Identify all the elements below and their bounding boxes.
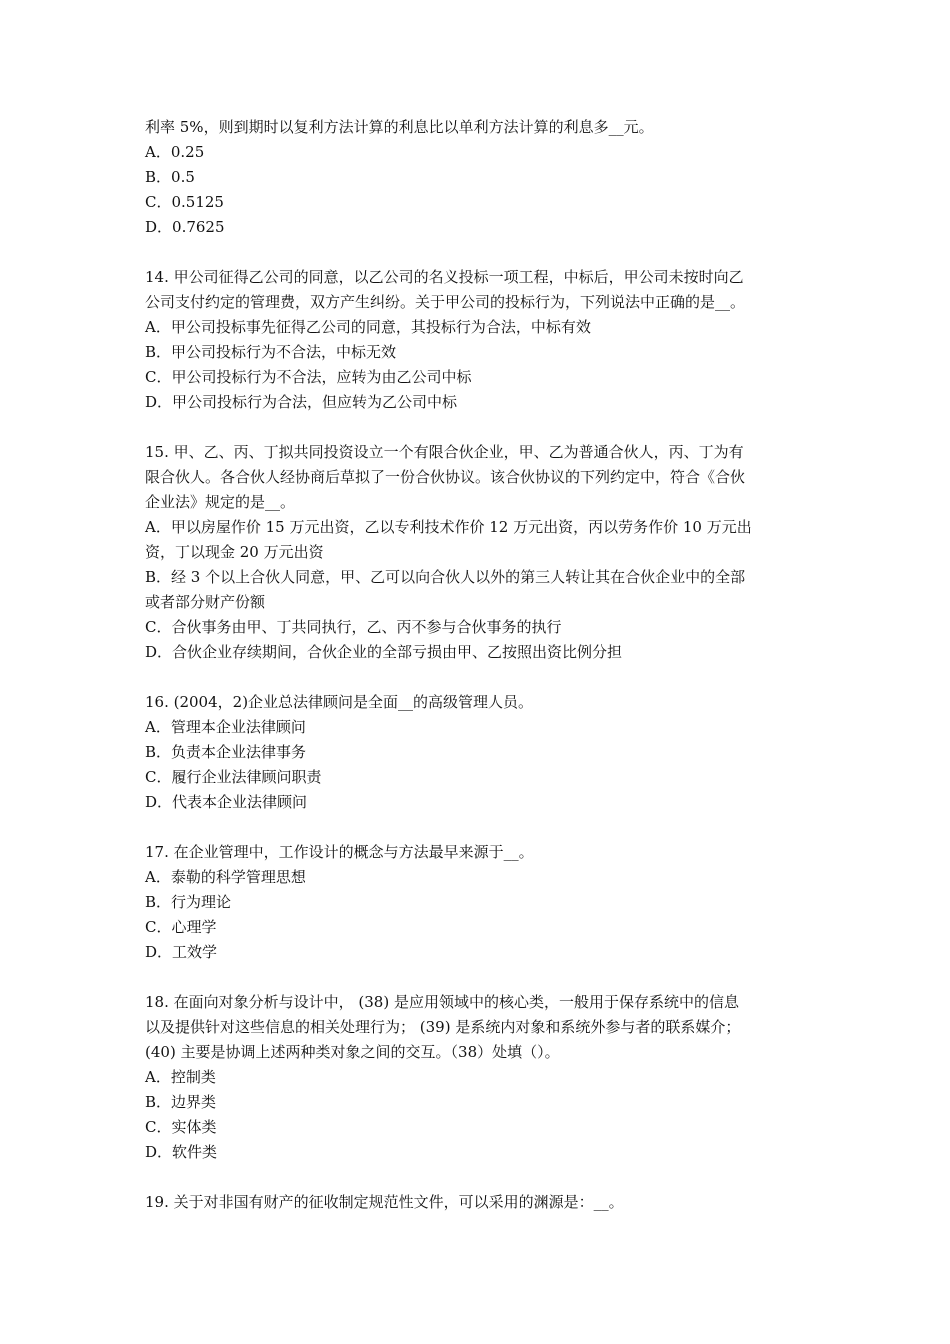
- option-a: A．管理本企业法律顾问: [145, 718, 306, 736]
- question-stem: (40) 主要是协调上述两种类对象之间的交互。（38）处填（）。: [145, 1043, 560, 1061]
- option-c: C．履行企业法律顾问职责: [145, 768, 322, 786]
- option-b: B．0.5: [145, 168, 195, 186]
- option-d: D．合伙企业存续期间，合伙企业的全部亏损由甲、乙按照出资比例分担: [145, 643, 623, 661]
- question-14: [145, 265, 810, 415]
- option-b-continued: 或者部分财产份额: [145, 593, 266, 611]
- question-stem: 企业法》规定的是__。: [145, 493, 296, 511]
- option-c: C．0.5125: [145, 193, 224, 211]
- question-stem: 以及提供针对这些信息的相关处理行为； (39) 是系统内对象和系统外参与者的联系媒介；: [145, 1018, 741, 1036]
- question-17: [145, 840, 810, 965]
- question-stem: 限合伙人。各合伙人经协商后草拟了一份合伙协议。该合伙协议的下列约定中，符合《合伙: [145, 468, 746, 486]
- option-a: A．泰勒的科学管理思想: [145, 868, 306, 886]
- option-c: C．心理学: [145, 918, 217, 936]
- question-stem: 14. 甲公司征得乙公司的同意，以乙公司的名义投标一项工程，中标后，甲公司未按时向乙: [145, 268, 744, 286]
- option-b: B．负责本企业法律事务: [145, 743, 307, 761]
- question-stem: 18. 在面向对象分析与设计中， (38) 是应用领域中的核心类，一般用于保存系统中的信息: [145, 993, 739, 1011]
- option-b: B．行为理论: [145, 893, 232, 911]
- option-a: A．甲公司投标事先征得乙公司的同意，其投标行为合法，中标有效: [145, 318, 591, 336]
- option-d: D．工效学: [145, 943, 218, 961]
- option-d: D．代表本企业法律顾问: [145, 793, 308, 811]
- question-15: [145, 440, 810, 665]
- option-d: D．0.7625: [145, 218, 225, 236]
- option-a-continued: 资，丁以现金 20 万元出资: [145, 543, 324, 561]
- option-d: D．软件类: [145, 1143, 218, 1161]
- option-a: A．控制类: [145, 1068, 216, 1086]
- question-stem: 利率 5%，则到期时以复利方法计算的利息比以单利方法计算的利息多__元。: [145, 118, 654, 136]
- option-b: B．甲公司投标行为不合法，中标无效: [145, 343, 397, 361]
- option-c: C．甲公司投标行为不合法，应转为由乙公司中标: [145, 368, 472, 386]
- option-b: B．经 3 个以上合伙人同意，甲、乙可以向合伙人以外的第三人转让其在合伙企业中的全部: [145, 568, 746, 586]
- option-c: C．实体类: [145, 1118, 217, 1136]
- question-13: [145, 115, 810, 240]
- question-stem: 17. 在企业管理中，工作设计的概念与方法最早来源于__。: [145, 843, 534, 861]
- document-page: [145, 115, 810, 1240]
- option-a: A．甲以房屋作价 15 万元出资，乙以专利技术作价 12 万元出资，丙以劳务作价 10 万元出: [145, 518, 752, 536]
- question-stem: 19. 关于对非国有财产的征收制定规范性文件，可以采用的渊源是：__。: [145, 1193, 624, 1211]
- option-b: B．边界类: [145, 1093, 217, 1111]
- option-d: D．甲公司投标行为合法，但应转为乙公司中标: [145, 393, 458, 411]
- question-16: [145, 690, 810, 815]
- question-stem: 16. (2004，2)企业总法律顾问是全面__的高级管理人员。: [145, 693, 534, 711]
- question-stem: 公司支付约定的管理费，双方产生纠纷。关于甲公司的投标行为，下列说法中正确的是__。: [145, 293, 746, 311]
- question-18: [145, 990, 810, 1165]
- question-stem: 15. 甲、乙、丙、丁拟共同投资设立一个有限合伙企业，甲、乙为普通合伙人，丙、丁为有: [145, 443, 744, 461]
- option-a: A．0.25: [145, 143, 205, 161]
- question-19: [145, 1190, 810, 1215]
- option-c: C．合伙事务由甲、丁共同执行，乙、丙不参与合伙事务的执行: [145, 618, 562, 636]
